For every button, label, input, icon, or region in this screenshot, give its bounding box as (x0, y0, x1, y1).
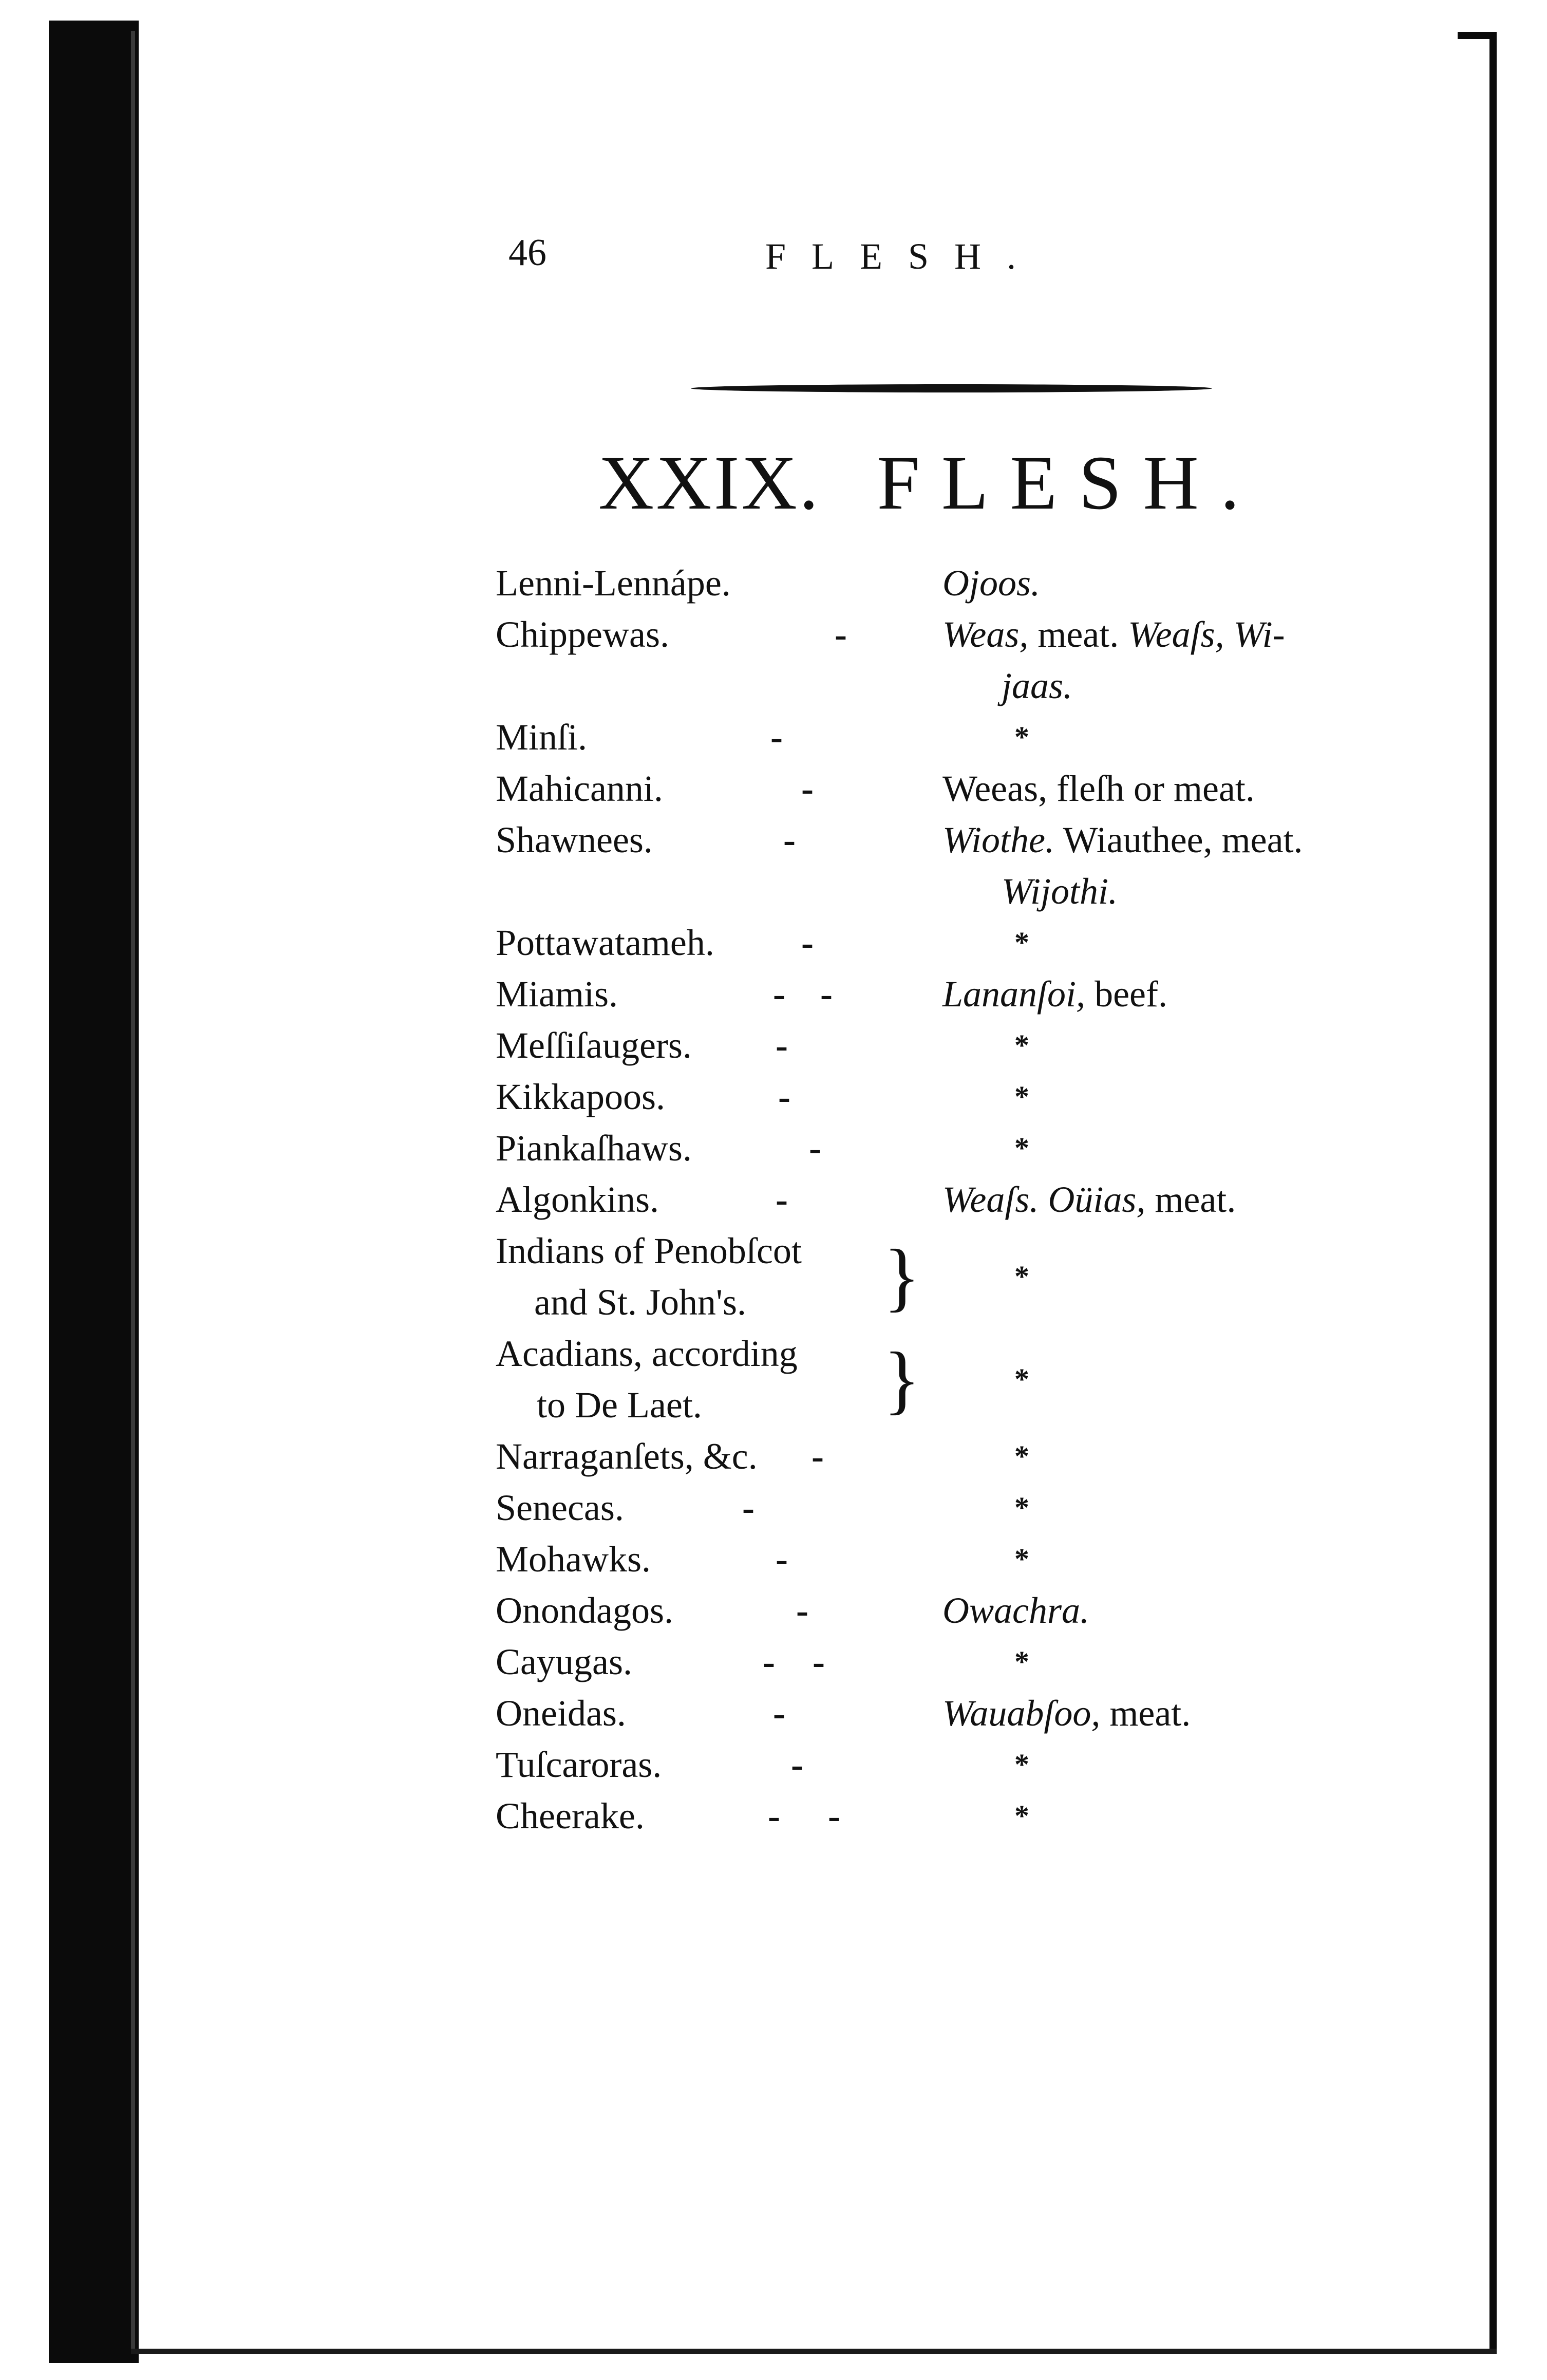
translation-line (942, 1174, 1353, 1225)
list-item (496, 814, 1420, 917)
nation-name: Chippewas. (496, 614, 669, 655)
translation-line (942, 763, 1353, 814)
leader-dash: - (773, 1693, 785, 1734)
nation-name-line: and St. John's. (534, 1282, 747, 1323)
chapter-numeral: XXIX. (598, 440, 821, 526)
nation-name: Minſi. (496, 717, 588, 758)
chapter-title (598, 440, 1261, 526)
word-fragment: Lananſoi, (942, 973, 1086, 1015)
leader-dash: - (812, 1436, 824, 1477)
list-item (496, 1636, 1420, 1688)
page-bottom-border (131, 2349, 1497, 2354)
translation-line (942, 968, 1353, 1020)
no-word-asterisk: * (1014, 1542, 1029, 1576)
nation-name: Mahicanni. (496, 768, 663, 809)
list-item (496, 1020, 1420, 1071)
list-item (496, 1533, 1420, 1585)
list-item (496, 1122, 1420, 1174)
translation-line (942, 1585, 1353, 1636)
list-item (496, 917, 1420, 968)
leader-dash: - (776, 1179, 788, 1220)
word-fragment: meat. (1028, 614, 1128, 655)
leader-dash: - (809, 1128, 821, 1169)
page-right-border (1489, 39, 1497, 2350)
brace-mark: } (883, 1234, 920, 1319)
leader-dash: - (796, 1590, 808, 1631)
nation-name-line: Acadians, according (496, 1333, 798, 1374)
list-item (496, 711, 1420, 763)
no-word-asterisk: * (1014, 1362, 1029, 1396)
word-fragment: jaas. (1002, 665, 1073, 706)
translation (942, 763, 1353, 814)
nation-name: Miamis. (496, 973, 618, 1015)
no-word-asterisk: * (1014, 1491, 1029, 1524)
leader-dash: - (770, 717, 783, 758)
leader-dash: - - (768, 1795, 840, 1836)
leader-dash: - (791, 1744, 803, 1785)
list-item (496, 1174, 1420, 1225)
translation (942, 968, 1353, 1020)
leader-dash: - (742, 1487, 754, 1528)
word-fragment: Wiauthee, meat. (1054, 819, 1303, 860)
nation-name: Meſſiſaugers. (496, 1025, 692, 1066)
translation (942, 1174, 1353, 1225)
nation-name: Cheerake. (496, 1795, 645, 1836)
vocabulary-list (496, 557, 1420, 1842)
list-item (496, 1225, 1420, 1328)
no-word-asterisk: * (1014, 1799, 1029, 1832)
leader-dash: - (801, 768, 814, 809)
translation (942, 609, 1353, 711)
translation-line (942, 660, 1353, 711)
translation-line (942, 814, 1353, 866)
nation-name: Algonkins. (496, 1179, 659, 1220)
word-fragment (1039, 1179, 1048, 1220)
list-item (496, 1482, 1420, 1533)
word-fragment: Weas, (942, 614, 1029, 655)
word-fragment: Weeas, fleſh or meat. (942, 768, 1255, 809)
no-word-asterisk: * (1014, 1080, 1029, 1113)
word-fragment: Weaſs, Wi- (1128, 614, 1285, 655)
list-item (496, 1585, 1420, 1636)
leader-dash: - (783, 819, 796, 860)
book-spine-shadow (49, 21, 139, 2363)
list-item (496, 968, 1420, 1020)
page-corner-mark (1458, 32, 1497, 39)
translation-line (942, 866, 1353, 917)
leader-dash: - - (763, 1641, 825, 1682)
nation-name: Piankaſhaws. (496, 1128, 692, 1169)
chapter-word: FLESH. (877, 440, 1261, 526)
nation-name: Onondagos. (496, 1590, 673, 1631)
translation-line (942, 609, 1353, 660)
word-fragment: Oüias, (1048, 1179, 1146, 1220)
word-fragment: Wiothe. (942, 819, 1054, 860)
word-fragment: meat. (1145, 1179, 1236, 1220)
no-word-asterisk: * (1014, 1645, 1029, 1678)
word-fragment: Wauabſoo, (942, 1693, 1101, 1734)
brace-mark: } (883, 1337, 920, 1422)
translation-line (942, 1688, 1353, 1739)
nation-name (496, 1328, 798, 1431)
nation-name: Lenni-Lennápe. (496, 563, 731, 604)
nation-name (496, 1225, 802, 1328)
word-fragment: meat. (1100, 1693, 1191, 1734)
word-fragment: Ojoos. (942, 563, 1041, 604)
word-fragment: Owachra. (942, 1590, 1089, 1631)
no-word-asterisk: * (1014, 1439, 1029, 1473)
list-item (496, 1431, 1420, 1482)
no-word-asterisk: * (1014, 1260, 1029, 1293)
word-fragment: beef. (1085, 973, 1167, 1015)
nation-name: Senecas. (496, 1487, 624, 1528)
leader-dash: - (835, 614, 847, 655)
no-word-asterisk: * (1014, 1131, 1029, 1165)
nation-name: Shawnees. (496, 819, 653, 860)
page-number: 46 (508, 232, 546, 274)
translation-line (942, 557, 1353, 609)
nation-name: Kikkapoos. (496, 1076, 665, 1117)
list-item (496, 763, 1420, 814)
translation (942, 814, 1353, 917)
translation (942, 1688, 1353, 1739)
list-item (496, 1688, 1420, 1739)
leader-dash: - (801, 922, 814, 963)
no-word-asterisk: * (1014, 1748, 1029, 1781)
nation-name-line: to De Laet. (537, 1384, 702, 1426)
no-word-asterisk: * (1014, 1028, 1029, 1062)
list-item (496, 1739, 1420, 1790)
nation-name: Cayugas. (496, 1641, 632, 1682)
nation-name: Pottawatameh. (496, 922, 714, 963)
running-head: FLESH. (765, 236, 1042, 277)
list-item (496, 557, 1420, 609)
list-item (496, 1071, 1420, 1122)
list-item (496, 609, 1420, 711)
leader-dash: - - (773, 973, 833, 1015)
leader-dash: - (776, 1539, 788, 1580)
leader-dash: - (776, 1025, 788, 1066)
nation-name-line: Indians of Penobſcot (496, 1230, 802, 1271)
translation (942, 557, 1353, 609)
nation-name: Narraganſets, &c. (496, 1436, 758, 1477)
spine-edge (131, 31, 135, 2353)
word-fragment: Wijothi. (1002, 871, 1118, 912)
translation (942, 1585, 1353, 1636)
header-rule (691, 384, 1212, 392)
no-word-asterisk: * (1014, 720, 1029, 754)
nation-name: Oneidas. (496, 1693, 626, 1734)
word-fragment: Weaſs. (942, 1179, 1039, 1220)
nation-name: Tuſcaroras. (496, 1744, 662, 1785)
list-item (496, 1328, 1420, 1431)
leader-dash: - (778, 1076, 790, 1117)
nation-name: Mohawks. (496, 1539, 651, 1580)
no-word-asterisk: * (1014, 926, 1029, 959)
list-item (496, 1790, 1420, 1842)
